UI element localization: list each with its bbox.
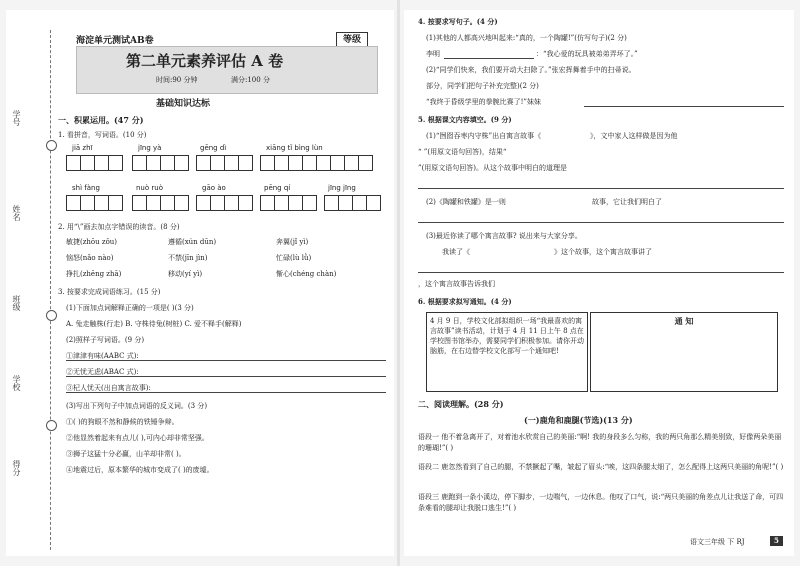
notice-body: 4 月 9 日，学校文化部拟组织一场“我最喜欢的寓言故事”读书活动，计划于 4 月 11 日上午 8 点在学校图书馆举办，需要同学们积极参加。请你开动脑筋，在右边替学校文化部写一个通知吧!: [430, 317, 584, 356]
word-item: 遵循(xún dūn): [168, 238, 217, 246]
notice-writing-box[interactable]: [590, 312, 778, 392]
grade-box: 等级: [336, 32, 368, 49]
reading-para: 语段三 鹿跑到一条小溪边，停下脚步，一边喘气，一边休息。他叹了口气，说:“两只美丽的角差点儿让我送了命，可四条难看的腿却让我脱口逃生!”( ): [418, 493, 784, 512]
q4-1-tail: ：“我心爱的玩具被弟弟弄坏了。”: [536, 50, 638, 58]
side-label-school: 学校: [12, 375, 21, 391]
q5-1b: 》，文中家人这样做是因为他: [590, 132, 678, 140]
reading-para: 语段二 鹿忽然看到了自己的腿，不禁撅起了嘴，皱起了眉头:“唉，这四条腿太细了，怎么配得上这两只美丽的角呢!”( ): [418, 463, 784, 471]
q3-2-item[interactable]: ①津津有味(AABC 式):: [66, 352, 386, 361]
q5-3b: 我读了《: [442, 248, 470, 256]
writing-grid[interactable]: [196, 195, 252, 211]
word-item: 恼怒(nǎo nào): [66, 254, 114, 262]
binding-hole: [46, 310, 57, 321]
q2-label: 2. 用“\”画去加点字错误的读音。(8 分): [58, 223, 180, 231]
word-item: 敏捷(zhōu zǒu): [66, 238, 118, 246]
pinyin: jiā zhī: [72, 144, 93, 152]
answer-line[interactable]: [418, 214, 784, 223]
side-label-class: 班级: [12, 295, 21, 311]
q3-2-item[interactable]: ③杞人忧天(出自寓言故事):: [66, 384, 386, 393]
right-page: [404, 10, 794, 556]
q3-3-item: ②他显然着起来有点儿( ),可内心却非常坚强。: [66, 434, 209, 442]
q4-2: (2)“同学们快来，我们要开动大扫除了。”张宏挥舞着手中的扫帚说。: [426, 66, 636, 74]
binding-hole: [46, 140, 57, 151]
writing-grid[interactable]: [260, 155, 372, 171]
q1-label: 1. 看拼音，写词语。(10 分): [58, 131, 147, 139]
q5-3c: 》这个故事，这个寓言故事讲了: [554, 248, 652, 256]
q3-3-item: ③狮子这猛十分必赢，山羊却非常( )。: [66, 450, 186, 458]
q5-1c: “ ”(用原文语句回答)，结果“: [418, 148, 507, 156]
word-item: 惭心(chéng chàn): [276, 270, 337, 278]
pinyin: gāo ào: [202, 184, 226, 192]
pinyin: jīng yà: [138, 144, 162, 152]
part2-heading: 二、阅读理解。(28 分): [418, 399, 504, 409]
q4-1: (1)其他的人都高兴地叫起来:“真的，一个陶罐!”(仿写句子)(2 分): [426, 34, 627, 42]
q4-2b: 部分，同学们把句子补充完整)(2 分): [426, 82, 539, 90]
q5-1d: ”(用原文语句回答)。从这个故事中明白的道理是: [418, 164, 568, 172]
q4-label: 4. 按要求写句子。(4 分): [418, 17, 498, 26]
notice-title: 通 知: [674, 316, 694, 326]
writing-grid[interactable]: [132, 155, 188, 171]
page-fold: [397, 0, 400, 566]
word-item: 不禁(jīn jìn): [168, 254, 208, 262]
pinyin: pēng qí: [264, 184, 291, 192]
writing-grid[interactable]: [196, 155, 252, 171]
q4-1-name: 李明: [426, 50, 440, 58]
q3-2: (2)照样子写词语。(9 分): [66, 336, 145, 344]
answer-blank[interactable]: [444, 50, 534, 59]
writing-grid[interactable]: [66, 195, 122, 211]
word-item: 挣扎(zhēng zhā): [66, 270, 122, 278]
page-title: 第二单元素养评估 A 卷: [126, 52, 284, 70]
series-title: 海淀单元测试AB卷: [76, 36, 154, 46]
q5-2: (2)《陶罐和铁罐》是一则: [426, 198, 506, 206]
q3-2-item[interactable]: ②无忧无虑(ABAC 式):: [66, 368, 386, 377]
left-page: [6, 10, 394, 556]
pinyin: nuò ruò: [136, 184, 163, 192]
q3-label: 3. 按要求完成词语练习。(15 分): [58, 288, 161, 296]
side-label-id: 学号: [12, 110, 21, 126]
q6-label: 6. 根据要求拟写通知。(4 分): [418, 297, 512, 306]
word-item: 奔翼(jǐ yì): [276, 238, 309, 246]
word-item: 忙碌(lù lǜ): [276, 254, 312, 262]
q5-1: (1)“囫囵吞枣内守株”出自寓言故事《: [426, 132, 542, 140]
answer-line[interactable]: [418, 264, 784, 273]
time-limit: 时间:90 分钟: [156, 76, 198, 84]
q5-3d: ，这个寓言故事告诉我们: [418, 280, 495, 288]
q3-3: (3)写出下列句子中加点词语的反义词。(3 分): [66, 402, 208, 410]
writing-grid[interactable]: [66, 155, 122, 171]
q5-label: 5. 根据课文内容填空。(9 分): [418, 115, 512, 124]
pinyin: shì fàng: [72, 184, 100, 192]
q4-2c: “我终于昏级学里的拳腕比赛了!”妹妹: [426, 98, 541, 106]
footer-course: 语文三年级 下 RJ: [690, 538, 745, 546]
q5-3: (3)最近你读了哪个寓言故事? 说出来与大家分享。: [426, 232, 582, 240]
answer-blank[interactable]: [584, 98, 784, 107]
reading-para: 语段一 他不着急离开了，对着池水欣赏自己的美丽:“啊! 我的身段多么匀称，我的两只角那么精美别致，好像两朵美丽的珊瑚!”( ): [418, 433, 782, 452]
page-number: 5: [770, 536, 783, 546]
q3-1: (1)下面加点词解释正确的一项是( )(3 分): [66, 304, 194, 312]
q5-2b: 故事，它让我们明白了: [592, 198, 662, 206]
section-heading: 基础知识达标: [156, 99, 211, 109]
word-item: 移动(yí yì): [168, 270, 203, 278]
answer-line[interactable]: [418, 180, 784, 189]
notice-material: [426, 312, 588, 392]
pinyin: jīng jīng: [328, 184, 356, 192]
writing-grid[interactable]: [260, 195, 316, 211]
full-score: 满分:100 分: [231, 76, 270, 84]
side-label-score: 得分: [12, 460, 21, 476]
q3-3-item: ①( )的狗眼不然和静候的铁锤争辩。: [66, 418, 179, 426]
pinyin: xiāng tǐ bìng lùn: [266, 144, 323, 152]
q3-3-item: ④地震过后，原本繁华的城市变成了( )的废墟。: [66, 466, 214, 474]
binding-hole: [46, 420, 57, 431]
binding-line: [50, 30, 51, 550]
side-label-name: 姓名: [12, 205, 21, 221]
q3-options: A. 兔走触株(行走) B. 守株待兔(树桩) C. 爱不释手(解释): [66, 320, 242, 328]
pinyin: gēng dì: [200, 144, 227, 152]
writing-grid[interactable]: [132, 195, 188, 211]
part1-heading: 一、积累运用。(47 分): [58, 115, 144, 125]
reading-title: (一)鹿角和鹿腿(节选)(13 分): [524, 415, 633, 425]
writing-grid[interactable]: [324, 195, 380, 211]
